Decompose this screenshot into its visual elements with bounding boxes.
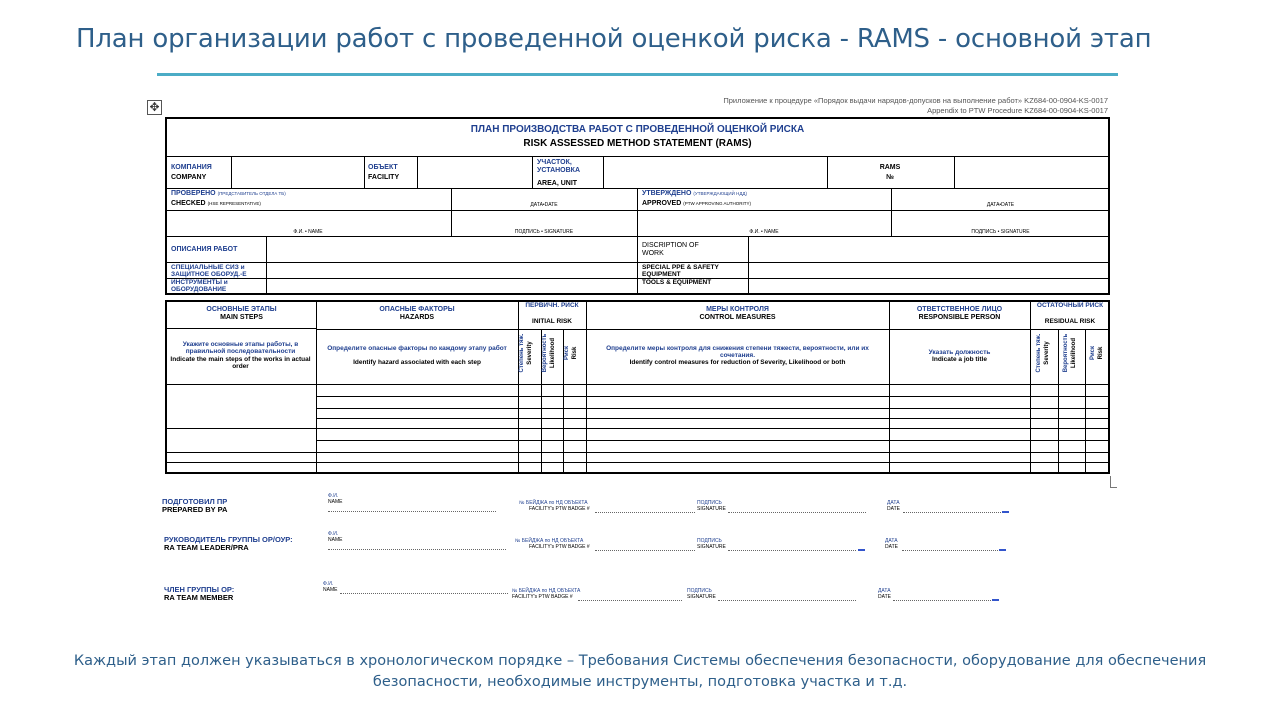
team-member-label: [164, 586, 234, 602]
col-line: [889, 300, 890, 474]
checked-label-en: CHECKED: [171, 200, 206, 207]
control-header-ru: МЕРЫ КОНТРОЛЯ: [706, 306, 769, 313]
form-title-ru: ПЛАН ПРОИЗВОДСТВА РАБОТ С ПРОВЕДЕННОЙ ОЦЕНКОЙ РИСКА: [470, 124, 805, 135]
initial-severity-ru: Степень тяж.: [519, 333, 525, 373]
table-row-line: [316, 440, 1110, 441]
initial-risk-header-ru: ПЕРВИЧН. РИСК: [525, 302, 579, 309]
prepared-badge-label: № БЕЙДЖА по НД ОБЪЕКТА FACILITY's PTW BADGE #: [519, 500, 590, 512]
col-line: [231, 156, 232, 188]
table-move-handle-icon[interactable]: ✥: [147, 100, 162, 115]
residual-likelihood-ru: Вероятность: [1063, 333, 1069, 373]
leader-sign-mark: [858, 549, 865, 551]
team-leader-label: [164, 536, 293, 552]
row-line: [165, 278, 1110, 279]
leader-sign-label: ПОДПИСЬ SIGNATURE: [697, 538, 726, 550]
checked-signature-label: ПОДПИСЬ • SIGNATURE: [514, 229, 574, 235]
team-member-en: RA TEAM MEMBER: [164, 593, 234, 602]
col-line: [586, 300, 587, 474]
title-underline: [157, 73, 1118, 76]
initial-likelihood-en: Likelihood: [550, 338, 556, 368]
table-row-line: [165, 452, 1110, 453]
area-label-ru: УЧАСТОК, УСТАНОВКА: [537, 159, 581, 174]
member-name-label: Ф.И. NAME: [323, 581, 338, 593]
table-resize-handle[interactable]: [1110, 476, 1117, 488]
appendix-ru: Приложение к процедуре «Порядок выдачи нарядов-допусков на выполнение работ» KZ684-00-0904-KS-0017: [723, 96, 1108, 105]
residual-risk-header-en: RESIDUAL RISK: [1044, 318, 1096, 325]
prepared-sign-label: ПОДПИСЬ SIGNATURE: [697, 500, 726, 512]
main-steps-header-ru: ОСНОВНЫЕ ЭТАПЫ: [206, 306, 277, 313]
rams-number-label: №: [886, 174, 894, 181]
ppe-label-ru: СПЕЦИАЛЬНЫЕ СИЗ и ЗАЩИТНОЕ ОБОРУД.-Е: [171, 264, 247, 278]
leader-date-mark: [999, 549, 1006, 551]
appendix-en: Appendix to PTW Procedure KZ684-00-0904-KS-0017: [927, 106, 1108, 115]
member-sign-line[interactable]: [718, 600, 856, 601]
prepared-sign-line[interactable]: [728, 512, 866, 513]
approved-name-label: Ф.И. • NAME: [749, 229, 779, 235]
col-line: [266, 236, 267, 294]
prepared-date-mark: [1002, 511, 1009, 513]
leader-sign-line[interactable]: [728, 550, 856, 551]
residual-risk-ru: Риск: [1090, 345, 1096, 361]
table-row-line: [165, 384, 1110, 385]
leader-name-label: Ф.И. NAME: [328, 531, 343, 543]
checked-note-ru: (ПРЕДСТАВИТЕЛЬ ОТДЕЛА ТБ): [217, 191, 286, 196]
residual-likelihood-en: Likelihood: [1071, 338, 1077, 368]
company-label-ru: КОМПАНИЯ: [171, 164, 212, 171]
steps-instruction-en: Indicate the main steps of the works in actual order: [170, 356, 311, 370]
checked-note-en: (HSE REPRESENTATIVE): [207, 201, 261, 206]
residual-severity-ru: Степень тяж.: [1036, 333, 1042, 373]
table-row-line: [316, 396, 1110, 397]
member-date-label: ДАТА DATE: [878, 588, 891, 600]
prepared-name-label: Ф.И. NAME: [328, 493, 343, 505]
col-line: [637, 236, 638, 294]
form-title-en: RISK ASSESSED METHOD STATEMENT (RAMS): [523, 138, 752, 149]
col-line: [603, 156, 604, 188]
member-badge-label: № БЕЙДЖА по НД ОБЪЕКТА FACILITY's PTW BADGE #: [512, 588, 581, 600]
steps-instruction-ru: Укажите основные этапы работы, в правильной последовательности: [182, 341, 299, 355]
row-line: [165, 156, 1110, 157]
hazards-instruction-en: Identify hazard associated with each step: [353, 359, 481, 366]
table-row-line: [165, 428, 1110, 429]
table-row-line: [165, 462, 1110, 463]
col-line: [954, 156, 955, 188]
member-badge-line[interactable]: [578, 600, 682, 601]
prepared-date-label: ДАТА DATE: [887, 500, 900, 512]
leader-date-label: ДАТА DATE: [885, 538, 898, 550]
responsible-instruction-ru: Указать должность: [928, 349, 991, 356]
prepared-badge-line[interactable]: [595, 512, 695, 513]
col-line: [532, 156, 533, 188]
ppe-label-en: SPECIAL PPE & SAFETY EQUIPMENT: [642, 264, 719, 278]
checked-label-ru: ПРОВЕРЕНО: [171, 190, 216, 197]
residual-severity-en: Severity: [1044, 341, 1050, 365]
facility-label-ru: ОБЪЕКТ: [368, 164, 398, 171]
col-line: [748, 236, 749, 294]
work-desc-label-ru: ОПИСАНИЯ РАБОТ: [171, 246, 238, 253]
member-date-mark: [992, 599, 999, 601]
initial-risk-ru: Риск: [564, 345, 570, 361]
control-instruction-en: Identify control measures for reduction of Severity, Likelihood or both: [629, 359, 846, 366]
approved-note-en: (PTW APPROVING AUTHORITY): [683, 201, 752, 206]
initial-likelihood-ru: Вероятность: [542, 333, 548, 373]
control-header-en: CONTROL MEASURES: [699, 314, 776, 321]
company-label-en: COMPANY: [171, 174, 207, 181]
col-line: [364, 156, 365, 188]
approved-signature-label: ПОДПИСЬ • SIGNATURE: [971, 229, 1030, 235]
approved-label-ru: УТВЕРЖДЕНО: [642, 190, 692, 197]
rams-label: RAMS: [879, 164, 901, 171]
prepared-date-line[interactable]: [903, 512, 1001, 513]
member-name-line[interactable]: [340, 593, 508, 594]
prepared-by-label: [162, 498, 227, 514]
tools-label-ru: ИНСТРУМЕНТЫ и ОБОРУДОВАНИЕ: [171, 279, 228, 293]
row-line: [316, 329, 1110, 330]
slide-title: План организации работ с проведенной оценкой риска - RAMS - основной этап: [76, 24, 1152, 54]
area-label-en: AREA, UNIT: [537, 180, 578, 187]
hazards-header-ru: ОПАСНЫЕ ФАКТОРЫ: [379, 306, 455, 313]
team-leader-ru: РУКОВОДИТЕЛЬ ГРУППЫ ОР/ОУР:: [164, 535, 293, 544]
leader-name-line[interactable]: [328, 549, 506, 550]
approved-date-label: ДАТА•DATE: [986, 202, 1015, 208]
member-date-line[interactable]: [893, 600, 991, 601]
residual-risk-en: Risk: [1098, 346, 1104, 360]
responsible-instruction-en: Indicate a job title: [932, 356, 987, 363]
hazards-header-en: HAZARDS: [399, 314, 435, 321]
initial-risk-en: Risk: [572, 346, 578, 360]
checked-date-label: ДАТА•DATE: [530, 202, 558, 208]
hazards-instruction-ru: Определите опасные факторы по каждому этапу работ: [327, 345, 507, 352]
approved-note-ru: (УТВЕРЖДАЮЩИЙ НДД): [693, 191, 747, 196]
main-steps-header-en: MAIN STEPS: [220, 314, 263, 321]
slide-footer-note: Каждый этап должен указываться в хронологическом порядке – Требования Системы обеспечения безопасности, оборудование для обеспечения безопасности, необходимые инструменты, подготовка участка и т.д.: [73, 653, 1207, 690]
leader-date-line[interactable]: [902, 550, 998, 551]
team-leader-en: RA TEAM LEADER/PRA: [164, 543, 249, 552]
prepared-by-ru: ПОДГОТОВИЛ ПР: [162, 497, 228, 506]
checked-name-label: Ф.И. • NAME: [293, 229, 323, 235]
work-desc-label-en: DISCRIPTION OF WORK: [642, 242, 699, 257]
col-line: [827, 156, 828, 188]
risk-table-border: [165, 300, 1110, 474]
col-line: [417, 156, 418, 188]
row-line: [165, 210, 1110, 211]
responsible-header-en: RESPONSIBLE PERSON: [918, 314, 1001, 321]
col-line: [316, 300, 317, 474]
responsible-header-ru: ОТВЕТСТВЕННОЕ ЛИЦО: [916, 306, 1003, 313]
member-sign-label: ПОДПИСЬ SIGNATURE: [687, 588, 716, 600]
control-instruction-ru: Определите меры контроля для снижения степени тяжести, вероятности, или их сочетания.: [606, 345, 869, 359]
table-row-line: [316, 418, 1110, 419]
row-line: [165, 328, 316, 329]
leader-badge-line[interactable]: [595, 550, 695, 551]
col-line: [1030, 300, 1031, 474]
approved-label-en: APPROVED: [642, 200, 682, 207]
row-line: [165, 262, 1110, 263]
initial-severity-en: Severity: [527, 341, 533, 365]
prepared-name-line[interactable]: [328, 511, 496, 512]
team-member-ru: ЧЛЕН ГРУППЫ ОР:: [164, 585, 235, 594]
residual-risk-header-ru: ОСТАТОЧНЫЙ РИСК: [1036, 302, 1104, 309]
prepared-by-en: PREPARED BY PA: [162, 505, 228, 514]
leader-badge-label: № БЕЙДЖА по НД ОБЪЕКТА FACILITY's PTW BADGE #: [515, 538, 590, 550]
table-row-line: [316, 408, 1110, 409]
tools-label-en: TOOLS & EQUIPMENT: [642, 279, 712, 286]
facility-label-en: FACILITY: [368, 174, 400, 181]
appendix-note: [723, 96, 1108, 116]
initial-risk-header-en: INITIAL RISK: [532, 318, 572, 325]
